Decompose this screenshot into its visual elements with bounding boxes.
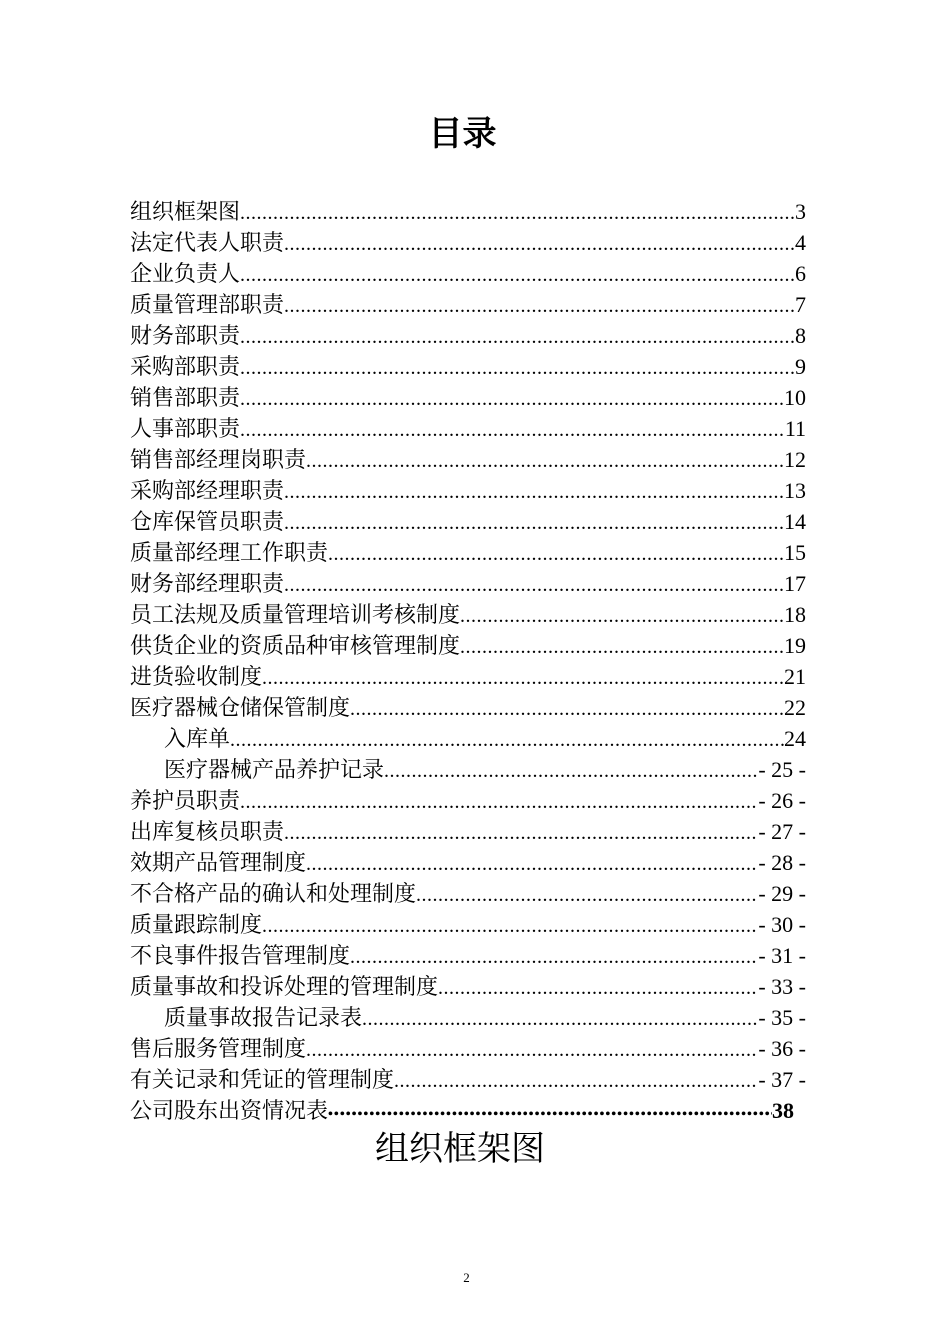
- toc-entry[interactable]: [130, 816, 806, 847]
- toc-entry-page: - 35 -: [758, 1005, 806, 1030]
- toc-entry-label: 进货验收制度: [130, 665, 263, 690]
- toc-entry-page: 7: [795, 292, 806, 317]
- toc-dot-leader: [284, 570, 784, 599]
- toc-dot-leader: [438, 973, 758, 1002]
- toc-entry-page: 9: [795, 354, 806, 379]
- toc-dot-leader: [328, 539, 784, 568]
- toc-dot-leader: [460, 601, 784, 630]
- toc-dot-leader: [306, 1035, 758, 1064]
- toc-entry-page: - 30 -: [758, 912, 806, 937]
- toc-entry-label: 销售部经理岗职责: [130, 448, 307, 473]
- toc-entry-page: 38: [772, 1098, 794, 1123]
- toc-entry[interactable]: [130, 444, 806, 475]
- toc-dot-leader: [284, 229, 795, 258]
- toc-entry[interactable]: [130, 227, 806, 258]
- toc-entry-label: 有关记录和凭证的管理制度: [130, 1068, 395, 1093]
- toc-entry-label: 法定代表人职责: [130, 231, 285, 256]
- toc-entry-page: 12: [784, 447, 806, 472]
- toc-entry[interactable]: [130, 754, 806, 785]
- toc-entry-page: 14: [784, 509, 806, 534]
- toc-dot-leader: [230, 725, 784, 754]
- toc-entry-label: 销售部职责: [130, 386, 241, 411]
- toc-entry-page: 13: [784, 478, 806, 503]
- toc-entry-label: 入库单: [164, 727, 231, 752]
- toc-entry[interactable]: [130, 1095, 806, 1126]
- toc-entry[interactable]: [130, 1033, 806, 1064]
- toc-list: [130, 196, 806, 1126]
- toc-entry-page: - 29 -: [758, 881, 806, 906]
- toc-entry[interactable]: [130, 413, 806, 444]
- toc-entry-label: 医疗器械产品养护记录: [164, 758, 385, 783]
- toc-entry-page: - 28 -: [758, 850, 806, 875]
- toc-entry[interactable]: [130, 785, 806, 816]
- toc-dot-leader: [240, 260, 795, 289]
- toc-entry-page: 10: [784, 385, 806, 410]
- toc-entry[interactable]: [130, 537, 806, 568]
- toc-entry-label: 供货企业的资质品种审核管理制度: [130, 634, 461, 659]
- toc-entry[interactable]: [130, 475, 806, 506]
- toc-entry[interactable]: [130, 568, 806, 599]
- toc-entry-page: - 27 -: [758, 819, 806, 844]
- toc-entry-label: 采购部经理职责: [130, 479, 285, 504]
- toc-entry-page: 8: [795, 323, 806, 348]
- toc-entry-label: 出库复核员职责: [130, 820, 285, 845]
- toc-entry-label: 效期产品管理制度: [130, 851, 307, 876]
- toc-entry[interactable]: [130, 847, 806, 878]
- toc-entry-page: 11: [784, 416, 806, 441]
- toc-entry[interactable]: [130, 506, 806, 537]
- toc-dot-leader: [240, 415, 785, 444]
- toc-entry-page: 15: [784, 540, 806, 565]
- toc-entry[interactable]: [130, 630, 806, 661]
- toc-entry-page: - 33 -: [758, 974, 806, 999]
- toc-entry-label: 质量部经理工作职责: [130, 541, 329, 566]
- toc-entry-page: 24: [784, 726, 806, 751]
- toc-dot-leader: [416, 880, 758, 909]
- toc-entry[interactable]: [130, 878, 806, 909]
- toc-entry-label: 人事部职责: [130, 417, 241, 442]
- toc-entry[interactable]: [130, 909, 806, 940]
- toc-entry-page: - 37 -: [758, 1067, 806, 1092]
- toc-dot-leader: [284, 508, 784, 537]
- toc-entry-label: 员工法规及质量管理培训考核制度: [130, 603, 461, 628]
- toc-entry-page: - 25 -: [758, 757, 806, 782]
- toc-entry[interactable]: [130, 723, 806, 754]
- toc-entry-page: 6: [795, 261, 806, 286]
- toc-entry-label: 售后服务管理制度: [130, 1037, 307, 1062]
- toc-dot-leader: [284, 291, 795, 320]
- toc-dot-leader: [262, 663, 784, 692]
- toc-entry[interactable]: [130, 1002, 806, 1033]
- toc-entry-page: 22: [784, 695, 806, 720]
- toc-dot-leader: [240, 787, 758, 816]
- toc-entry[interactable]: [130, 289, 806, 320]
- toc-entry-page: 3: [795, 199, 806, 224]
- toc-title: 目录: [428, 114, 497, 154]
- toc-entry[interactable]: [130, 661, 806, 692]
- toc-dot-leader: [328, 1097, 772, 1126]
- toc-entry-label: 不良事件报告管理制度: [130, 944, 351, 969]
- toc-entry[interactable]: [130, 940, 806, 971]
- toc-entry-label: 公司股东出资情况表: [130, 1099, 329, 1124]
- toc-entry-label: 财务部职责: [130, 324, 241, 349]
- toc-dot-leader: [394, 1066, 758, 1095]
- toc-entry[interactable]: [130, 1064, 806, 1095]
- toc-entry-label: 质量事故报告记录表: [164, 1006, 363, 1031]
- toc-dot-leader: [362, 1004, 758, 1033]
- toc-entry-label: 组织框架图: [130, 200, 241, 225]
- toc-entry-page: - 36 -: [758, 1036, 806, 1061]
- toc-entry-label: 采购部职责: [130, 355, 241, 380]
- toc-entry[interactable]: [130, 320, 806, 351]
- toc-dot-leader: [240, 353, 795, 382]
- toc-entry-page: 4: [795, 230, 806, 255]
- toc-entry-label: 企业负责人: [130, 262, 241, 287]
- toc-dot-leader: [306, 849, 758, 878]
- toc-dot-leader: [350, 694, 784, 723]
- toc-entry-label: 仓库保管员职责: [130, 510, 285, 535]
- toc-entry-page: 17: [784, 571, 806, 596]
- toc-entry[interactable]: [130, 351, 806, 382]
- toc-entry-label: 养护员职责: [130, 789, 241, 814]
- toc-entry-page: 18: [784, 602, 806, 627]
- toc-entry[interactable]: [130, 196, 806, 227]
- toc-entry[interactable]: [130, 692, 806, 723]
- section-heading: 组织框架图: [375, 1129, 545, 1169]
- toc-entry-label: 质量跟踪制度: [130, 913, 263, 938]
- toc-entry[interactable]: [130, 599, 806, 630]
- toc-entry[interactable]: [130, 382, 806, 413]
- toc-entry-page: 21: [784, 664, 806, 689]
- toc-dot-leader: [240, 198, 795, 227]
- toc-dot-leader: [384, 756, 758, 785]
- toc-entry-page: 19: [784, 633, 806, 658]
- toc-dot-leader: [240, 384, 784, 413]
- toc-entry-label: 财务部经理职责: [130, 572, 285, 597]
- toc-entry-label: 质量事故和投诉处理的管理制度: [130, 975, 439, 1000]
- toc-dot-leader: [262, 911, 758, 940]
- toc-entry-label: 医疗器械仓储保管制度: [130, 696, 351, 721]
- toc-dot-leader: [284, 818, 758, 847]
- toc-dot-leader: [460, 632, 784, 661]
- toc-entry[interactable]: [130, 971, 806, 1002]
- toc-entry-page: - 26 -: [758, 788, 806, 813]
- page-number: 2: [463, 1270, 470, 1285]
- toc-dot-leader: [306, 446, 784, 475]
- toc-dot-leader: [350, 942, 758, 971]
- toc-dot-leader: [284, 477, 784, 506]
- toc-entry-label: 不合格产品的确认和处理制度: [130, 882, 417, 907]
- toc-entry-label: 质量管理部职责: [130, 293, 285, 318]
- toc-entry[interactable]: [130, 258, 806, 289]
- toc-entry-page: - 31 -: [758, 943, 806, 968]
- toc-dot-leader: [240, 322, 795, 351]
